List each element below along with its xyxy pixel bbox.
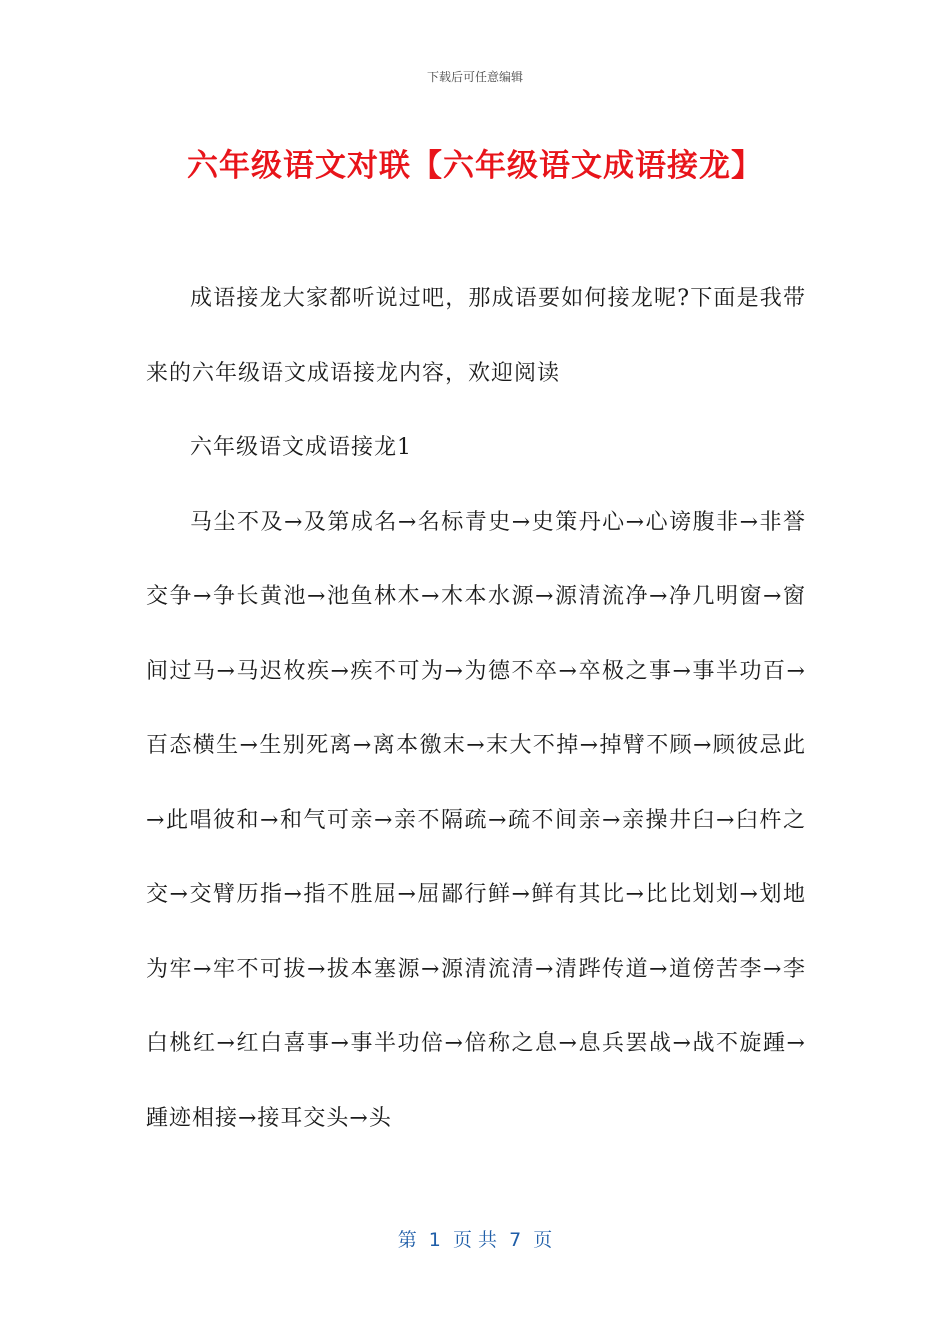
header-note: 下载后可任意编辑 — [426, 70, 523, 84]
page-number: 第 1 页 共 7 页 — [397, 1229, 553, 1251]
section-heading: 六年级语文成语接龙1 — [190, 435, 412, 460]
idiom-chain-paragraph: 马尘不及→及第成名→名标青史→史策丹心→心谤腹非→非誉交争→争长黄池→池鱼林木→木本水源→源清流净→净几明窗→窗间过马→马迟枚疾→疾不可为→为德不卒→卒极之事→事半功百→百态横生→生别死离→离本徼末→末大不掉→掉臂不顾→顾彼忌此→此唱彼和→和气可亲→亲不隔疏→疏不间亲→亲操井臼→臼杵之交→交臂历指→指不胜屈→屈鄙行鲜→鲜有其比→比比划划→划地为牢→牢不可拔→拔本塞源→源清流清→清跸传道→道傍苦李→李白桃红→红白喜事→事半功倍→倍称之息→息兵罢战→战不旋踵→踵迹相接→接耳交头→头 — [146, 509, 806, 1131]
intro-paragraph: 成语接龙大家都听说过吧，那成语要如何接龙呢?下面是我带来的六年级语文成语接龙内容，欢迎阅读 — [146, 286, 806, 386]
document-title: 六年级语文对联【六年级语文成语接龙】 — [187, 148, 763, 184]
document-body — [146, 262, 806, 1156]
